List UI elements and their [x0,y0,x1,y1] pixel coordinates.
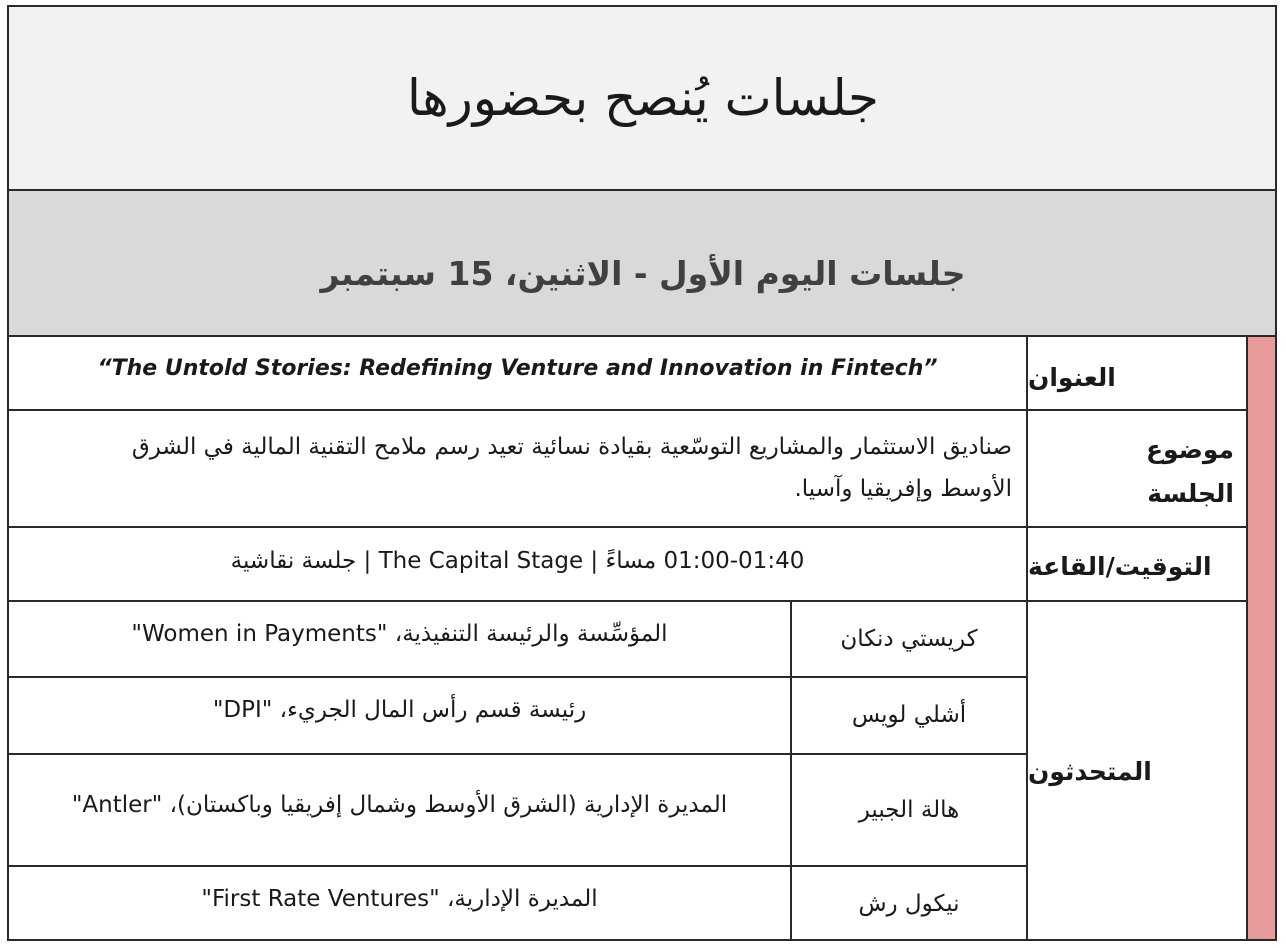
speakers-label: المتحدثون [1028,756,1152,786]
session-title-cell [9,337,1026,411]
sessions-table [7,5,1277,941]
page-title: جلسات يُنصح بحضورها [407,69,879,127]
column-divider [1026,337,1028,941]
topic-label: موضوع الجلسة [1145,434,1234,508]
day-title: جلسات اليوم الأول - الاثنين، 15 سبتمبر [320,253,966,293]
time-label: التوقيت/القاعة [1028,552,1212,581]
title-label: العنوان [1028,363,1116,392]
session-title: “The Untold Stories: Redefining Venture and Innovation in Fintech” [97,355,938,381]
speaker-role: المديرة الإدارية (الشرق الأوسط وشمال إفريقيا وباكستان)، "Antler" [71,792,728,819]
speaker-name: نيكول رش [858,890,960,917]
speaker-role: المؤسِّسة والرئيسة التنفيذية، "Women in Payments" [131,620,668,647]
speaker-name: هالة الجبير [858,796,960,823]
day-header [9,191,1277,337]
session-topic: صناديق الاستثمار والمشاريع التوسّعية بقيادة نسائية تعيد رسم ملامح التقنية المالية في الشرق الأوسط وإفريقيا وآسيا. [131,433,1012,502]
speaker-role: المديرة الإدارية، "First Rate Ventures" [201,885,598,912]
page-header [9,7,1277,191]
column-divider [790,602,792,941]
speaker-role: رئيسة قسم رأس المال الجريء، "DPI" [212,697,587,724]
accent-bar [1246,337,1277,941]
speaker-name: أشلي لويس [851,702,967,729]
speaker-name: كريستي دنكان [840,625,978,652]
session-time-venue: 01:00-01:40 مساءً | The Capital Stage | جلسة نقاشية [230,547,805,574]
